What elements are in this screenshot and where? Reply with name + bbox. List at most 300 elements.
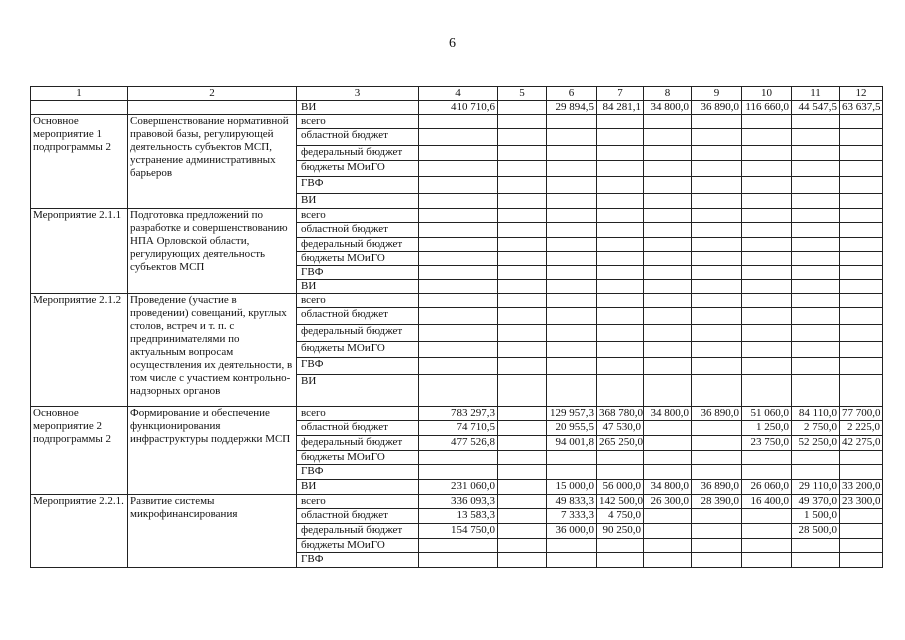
value-cell bbox=[742, 465, 792, 480]
table-row bbox=[31, 495, 883, 509]
value-cell bbox=[597, 177, 644, 194]
value-cell bbox=[692, 524, 742, 539]
value-cell bbox=[840, 342, 883, 358]
funding-source: областной бюджет bbox=[297, 421, 419, 436]
value-cell bbox=[692, 266, 742, 280]
measure-name: Основное мероприятие 2 подпрограммы 2 bbox=[31, 407, 128, 495]
value-cell bbox=[547, 223, 597, 238]
value-cell bbox=[840, 524, 883, 539]
value-cell bbox=[644, 342, 692, 358]
value-cell bbox=[419, 266, 498, 280]
column-header: 9 bbox=[692, 87, 742, 101]
value-cell bbox=[792, 539, 840, 553]
value-cell: 1 500,0 bbox=[792, 509, 840, 524]
funding-source: ГВФ bbox=[297, 266, 419, 280]
value-cell bbox=[792, 294, 840, 308]
value-cell bbox=[644, 129, 692, 146]
value-cell: 36 000,0 bbox=[547, 524, 597, 539]
value-cell bbox=[692, 177, 742, 194]
value-cell: 2 225,0 bbox=[840, 421, 883, 436]
funding-source: областной бюджет bbox=[297, 308, 419, 325]
funding-source: федеральный бюджет bbox=[297, 238, 419, 252]
funding-source: областной бюджет bbox=[297, 509, 419, 524]
value-cell: 49 833,3 bbox=[547, 495, 597, 509]
value-cell bbox=[792, 238, 840, 252]
funding-source: бюджеты МОиГО bbox=[297, 342, 419, 358]
row-description-empty bbox=[128, 101, 297, 115]
value-cell: 410 710,6 bbox=[419, 101, 498, 115]
value-cell bbox=[840, 209, 883, 223]
value-cell bbox=[498, 342, 547, 358]
value-cell: 477 526,8 bbox=[419, 436, 498, 451]
value-cell bbox=[547, 553, 597, 568]
value-cell bbox=[597, 465, 644, 480]
value-cell bbox=[742, 209, 792, 223]
value-cell bbox=[742, 252, 792, 266]
value-cell bbox=[547, 465, 597, 480]
value-cell bbox=[419, 451, 498, 465]
value-cell bbox=[644, 325, 692, 342]
value-cell bbox=[644, 539, 692, 553]
column-header: 10 bbox=[742, 87, 792, 101]
value-cell bbox=[597, 238, 644, 252]
value-cell bbox=[692, 161, 742, 177]
value-cell bbox=[792, 223, 840, 238]
value-cell bbox=[419, 223, 498, 238]
value-cell bbox=[597, 342, 644, 358]
value-cell bbox=[742, 358, 792, 375]
value-cell bbox=[644, 161, 692, 177]
value-cell: 116 660,0 bbox=[742, 101, 792, 115]
value-cell bbox=[547, 294, 597, 308]
funding-source: бюджеты МОиГО bbox=[297, 451, 419, 465]
value-cell: 49 370,0 bbox=[792, 495, 840, 509]
value-cell bbox=[692, 294, 742, 308]
value-cell: 29 110,0 bbox=[792, 480, 840, 495]
value-cell: 13 583,3 bbox=[419, 509, 498, 524]
funding-source: ВИ bbox=[297, 101, 419, 115]
funding-source: всего bbox=[297, 115, 419, 129]
value-cell: 52 250,0 bbox=[792, 436, 840, 451]
value-cell bbox=[597, 129, 644, 146]
value-cell: 51 060,0 bbox=[742, 407, 792, 421]
value-cell: 154 750,0 bbox=[419, 524, 498, 539]
column-header: 7 bbox=[597, 87, 644, 101]
column-header: 8 bbox=[644, 87, 692, 101]
value-cell bbox=[498, 407, 547, 421]
value-cell bbox=[498, 101, 547, 115]
funding-table bbox=[30, 86, 883, 568]
value-cell bbox=[692, 465, 742, 480]
value-cell bbox=[742, 115, 792, 129]
value-cell bbox=[692, 436, 742, 451]
value-cell bbox=[547, 194, 597, 209]
value-cell bbox=[597, 539, 644, 553]
value-cell bbox=[692, 375, 742, 407]
value-cell bbox=[840, 465, 883, 480]
page-number: 6 bbox=[449, 36, 456, 51]
value-cell: 20 955,5 bbox=[547, 421, 597, 436]
value-cell bbox=[498, 294, 547, 308]
value-cell bbox=[840, 451, 883, 465]
value-cell: 26 060,0 bbox=[742, 480, 792, 495]
funding-source: ВИ bbox=[297, 375, 419, 407]
value-cell bbox=[547, 266, 597, 280]
value-cell bbox=[597, 358, 644, 375]
table-body bbox=[31, 87, 883, 568]
value-cell bbox=[792, 375, 840, 407]
value-cell bbox=[498, 177, 547, 194]
value-cell bbox=[419, 280, 498, 294]
column-header: 4 bbox=[419, 87, 498, 101]
column-header: 5 bbox=[498, 87, 547, 101]
measure-name: Мероприятие 2.1.1 bbox=[31, 209, 128, 294]
value-cell bbox=[419, 146, 498, 161]
measure-description: Развитие системы микрофинансирования bbox=[128, 495, 297, 568]
row-label-empty bbox=[31, 101, 128, 115]
value-cell bbox=[840, 553, 883, 568]
value-cell bbox=[840, 161, 883, 177]
value-cell bbox=[792, 308, 840, 325]
value-cell: 36 890,0 bbox=[692, 407, 742, 421]
column-header: 3 bbox=[297, 87, 419, 101]
funding-source: ГВФ bbox=[297, 553, 419, 568]
value-cell bbox=[644, 252, 692, 266]
value-cell bbox=[840, 252, 883, 266]
value-cell bbox=[840, 129, 883, 146]
value-cell bbox=[792, 161, 840, 177]
funding-source: ГВФ bbox=[297, 358, 419, 375]
value-cell bbox=[644, 238, 692, 252]
value-cell bbox=[840, 146, 883, 161]
table-row bbox=[31, 209, 883, 223]
value-cell: 7 333,3 bbox=[547, 509, 597, 524]
value-cell bbox=[644, 308, 692, 325]
value-cell bbox=[792, 177, 840, 194]
table-row bbox=[31, 101, 883, 115]
value-cell bbox=[547, 280, 597, 294]
value-cell bbox=[498, 266, 547, 280]
table-row bbox=[31, 407, 883, 421]
value-cell: 23 750,0 bbox=[742, 436, 792, 451]
value-cell bbox=[498, 358, 547, 375]
value-cell bbox=[692, 553, 742, 568]
value-cell bbox=[742, 342, 792, 358]
value-cell bbox=[419, 129, 498, 146]
value-cell bbox=[840, 308, 883, 325]
value-cell bbox=[644, 177, 692, 194]
value-cell bbox=[692, 115, 742, 129]
value-cell bbox=[644, 223, 692, 238]
value-cell bbox=[498, 524, 547, 539]
value-cell bbox=[742, 509, 792, 524]
value-cell bbox=[792, 146, 840, 161]
value-cell bbox=[419, 161, 498, 177]
value-cell bbox=[498, 194, 547, 209]
value-cell bbox=[742, 238, 792, 252]
value-cell bbox=[419, 553, 498, 568]
value-cell: 783 297,3 bbox=[419, 407, 498, 421]
value-cell bbox=[692, 342, 742, 358]
value-cell bbox=[498, 325, 547, 342]
value-cell bbox=[792, 209, 840, 223]
value-cell: 129 957,3 bbox=[547, 407, 597, 421]
value-cell bbox=[644, 209, 692, 223]
value-cell bbox=[840, 294, 883, 308]
value-cell bbox=[792, 342, 840, 358]
value-cell bbox=[644, 375, 692, 407]
value-cell bbox=[597, 553, 644, 568]
value-cell bbox=[792, 325, 840, 342]
value-cell bbox=[419, 342, 498, 358]
value-cell bbox=[547, 129, 597, 146]
value-cell: 90 250,0 bbox=[597, 524, 644, 539]
value-cell bbox=[644, 465, 692, 480]
value-cell bbox=[547, 252, 597, 266]
funding-source: ВИ bbox=[297, 480, 419, 495]
value-cell bbox=[792, 115, 840, 129]
value-cell bbox=[419, 308, 498, 325]
value-cell bbox=[419, 375, 498, 407]
value-cell: 42 275,0 bbox=[840, 436, 883, 451]
value-cell bbox=[692, 451, 742, 465]
value-cell bbox=[498, 115, 547, 129]
value-cell bbox=[644, 509, 692, 524]
value-cell bbox=[419, 177, 498, 194]
column-header: 11 bbox=[792, 87, 840, 101]
value-cell bbox=[742, 325, 792, 342]
funding-source: ВИ bbox=[297, 280, 419, 294]
value-cell bbox=[692, 209, 742, 223]
column-header: 12 bbox=[840, 87, 883, 101]
value-cell bbox=[792, 194, 840, 209]
value-cell: 77 700,0 bbox=[840, 407, 883, 421]
value-cell: 36 890,0 bbox=[692, 101, 742, 115]
measure-name: Основное мероприятие 1 подпрограммы 2 bbox=[31, 115, 128, 209]
value-cell: 29 894,5 bbox=[547, 101, 597, 115]
measure-description: Формирование и обеспечение функционирования инфраструктуры поддержки МСП bbox=[128, 407, 297, 495]
value-cell bbox=[597, 294, 644, 308]
value-cell: 56 000,0 bbox=[597, 480, 644, 495]
value-cell bbox=[840, 223, 883, 238]
value-cell bbox=[742, 129, 792, 146]
value-cell bbox=[419, 209, 498, 223]
value-cell bbox=[498, 553, 547, 568]
value-cell bbox=[840, 177, 883, 194]
value-cell bbox=[498, 509, 547, 524]
value-cell bbox=[419, 238, 498, 252]
value-cell bbox=[692, 129, 742, 146]
value-cell: 74 710,5 bbox=[419, 421, 498, 436]
value-cell: 23 300,0 bbox=[840, 495, 883, 509]
funding-source: областной бюджет bbox=[297, 129, 419, 146]
value-cell bbox=[692, 238, 742, 252]
value-cell bbox=[547, 451, 597, 465]
value-cell bbox=[597, 308, 644, 325]
value-cell bbox=[742, 161, 792, 177]
value-cell bbox=[742, 194, 792, 209]
value-cell bbox=[840, 115, 883, 129]
value-cell bbox=[498, 223, 547, 238]
value-cell: 16 400,0 bbox=[742, 495, 792, 509]
value-cell bbox=[840, 539, 883, 553]
value-cell bbox=[840, 238, 883, 252]
value-cell bbox=[597, 451, 644, 465]
value-cell: 34 800,0 bbox=[644, 407, 692, 421]
value-cell bbox=[742, 553, 792, 568]
value-cell bbox=[792, 451, 840, 465]
value-cell: 44 547,5 bbox=[792, 101, 840, 115]
value-cell: 4 750,0 bbox=[597, 509, 644, 524]
value-cell bbox=[498, 480, 547, 495]
column-header: 1 bbox=[31, 87, 128, 101]
value-cell bbox=[742, 308, 792, 325]
value-cell bbox=[692, 308, 742, 325]
measure-name: Мероприятие 2.2.1. bbox=[31, 495, 128, 568]
value-cell: 63 637,5 bbox=[840, 101, 883, 115]
funding-source: ГВФ bbox=[297, 177, 419, 194]
value-cell bbox=[644, 280, 692, 294]
value-cell bbox=[792, 553, 840, 568]
value-cell bbox=[692, 421, 742, 436]
value-cell bbox=[644, 146, 692, 161]
value-cell bbox=[644, 553, 692, 568]
measure-description: Подготовка предложений по разработке и совершенствованию НПА Орловской области, регулирующих деятельность субъектов МСП bbox=[128, 209, 297, 294]
measure-name: Мероприятие 2.1.2 bbox=[31, 294, 128, 407]
funding-source: федеральный бюджет bbox=[297, 146, 419, 161]
value-cell bbox=[692, 194, 742, 209]
value-cell bbox=[692, 539, 742, 553]
value-cell bbox=[792, 252, 840, 266]
value-cell bbox=[792, 280, 840, 294]
value-cell bbox=[498, 539, 547, 553]
value-cell bbox=[498, 375, 547, 407]
funding-source: всего bbox=[297, 209, 419, 223]
value-cell bbox=[742, 223, 792, 238]
value-cell bbox=[792, 465, 840, 480]
value-cell: 26 300,0 bbox=[644, 495, 692, 509]
value-cell bbox=[597, 161, 644, 177]
value-cell bbox=[597, 325, 644, 342]
value-cell bbox=[498, 436, 547, 451]
value-cell bbox=[597, 252, 644, 266]
value-cell bbox=[692, 223, 742, 238]
value-cell bbox=[692, 280, 742, 294]
value-cell bbox=[498, 129, 547, 146]
value-cell bbox=[547, 358, 597, 375]
value-cell bbox=[644, 266, 692, 280]
value-cell bbox=[498, 465, 547, 480]
value-cell bbox=[498, 421, 547, 436]
value-cell: 336 093,3 bbox=[419, 495, 498, 509]
value-cell: 142 500,0 bbox=[597, 495, 644, 509]
value-cell bbox=[419, 194, 498, 209]
funding-source: всего bbox=[297, 407, 419, 421]
value-cell bbox=[547, 325, 597, 342]
value-cell bbox=[597, 375, 644, 407]
value-cell: 265 250,0 bbox=[597, 436, 644, 451]
value-cell bbox=[692, 146, 742, 161]
table-row bbox=[31, 115, 883, 129]
value-cell: 368 780,0 bbox=[597, 407, 644, 421]
value-cell: 84 281,1 bbox=[597, 101, 644, 115]
value-cell bbox=[644, 294, 692, 308]
value-cell: 33 200,0 bbox=[840, 480, 883, 495]
value-cell: 47 530,0 bbox=[597, 421, 644, 436]
value-cell bbox=[792, 266, 840, 280]
value-cell: 15 000,0 bbox=[547, 480, 597, 495]
funding-source: всего bbox=[297, 495, 419, 509]
value-cell bbox=[547, 115, 597, 129]
column-header: 6 bbox=[547, 87, 597, 101]
value-cell bbox=[742, 539, 792, 553]
value-cell bbox=[419, 539, 498, 553]
value-cell bbox=[597, 194, 644, 209]
value-cell bbox=[742, 266, 792, 280]
value-cell bbox=[498, 238, 547, 252]
funding-source: областной бюджет bbox=[297, 223, 419, 238]
value-cell bbox=[692, 252, 742, 266]
value-cell: 231 060,0 bbox=[419, 480, 498, 495]
value-cell bbox=[792, 129, 840, 146]
value-cell: 34 800,0 bbox=[644, 480, 692, 495]
value-cell bbox=[547, 146, 597, 161]
value-cell bbox=[419, 115, 498, 129]
value-cell bbox=[419, 358, 498, 375]
measure-description: Проведение (участие в проведении) совещаний, круглых столов, встреч и т. п. с предпринимателями по актуальным вопросам осуществления их деятельности, в том числе с участием контрольно-надзорных органов bbox=[128, 294, 297, 407]
value-cell bbox=[840, 266, 883, 280]
value-cell: 2 750,0 bbox=[792, 421, 840, 436]
value-cell bbox=[498, 209, 547, 223]
value-cell bbox=[840, 325, 883, 342]
value-cell bbox=[419, 252, 498, 266]
value-cell bbox=[498, 308, 547, 325]
value-cell: 94 001,8 bbox=[547, 436, 597, 451]
value-cell bbox=[419, 294, 498, 308]
funding-source: бюджеты МОиГО bbox=[297, 539, 419, 553]
value-cell bbox=[742, 375, 792, 407]
value-cell bbox=[792, 358, 840, 375]
value-cell bbox=[597, 266, 644, 280]
value-cell bbox=[498, 495, 547, 509]
value-cell bbox=[742, 177, 792, 194]
value-cell bbox=[644, 115, 692, 129]
value-cell bbox=[498, 280, 547, 294]
value-cell bbox=[644, 524, 692, 539]
value-cell: 84 110,0 bbox=[792, 407, 840, 421]
value-cell bbox=[840, 280, 883, 294]
value-cell: 28 390,0 bbox=[692, 495, 742, 509]
value-cell bbox=[498, 146, 547, 161]
value-cell bbox=[742, 294, 792, 308]
funding-source: федеральный бюджет bbox=[297, 325, 419, 342]
value-cell bbox=[742, 146, 792, 161]
value-cell: 1 250,0 bbox=[742, 421, 792, 436]
value-cell bbox=[840, 358, 883, 375]
value-cell bbox=[547, 342, 597, 358]
value-cell bbox=[597, 223, 644, 238]
value-cell bbox=[644, 436, 692, 451]
value-cell bbox=[644, 194, 692, 209]
value-cell bbox=[692, 509, 742, 524]
value-cell bbox=[547, 308, 597, 325]
value-cell bbox=[498, 161, 547, 177]
value-cell: 36 890,0 bbox=[692, 480, 742, 495]
value-cell bbox=[547, 238, 597, 252]
value-cell bbox=[644, 451, 692, 465]
funding-source: бюджеты МОиГО bbox=[297, 161, 419, 177]
value-cell bbox=[840, 194, 883, 209]
